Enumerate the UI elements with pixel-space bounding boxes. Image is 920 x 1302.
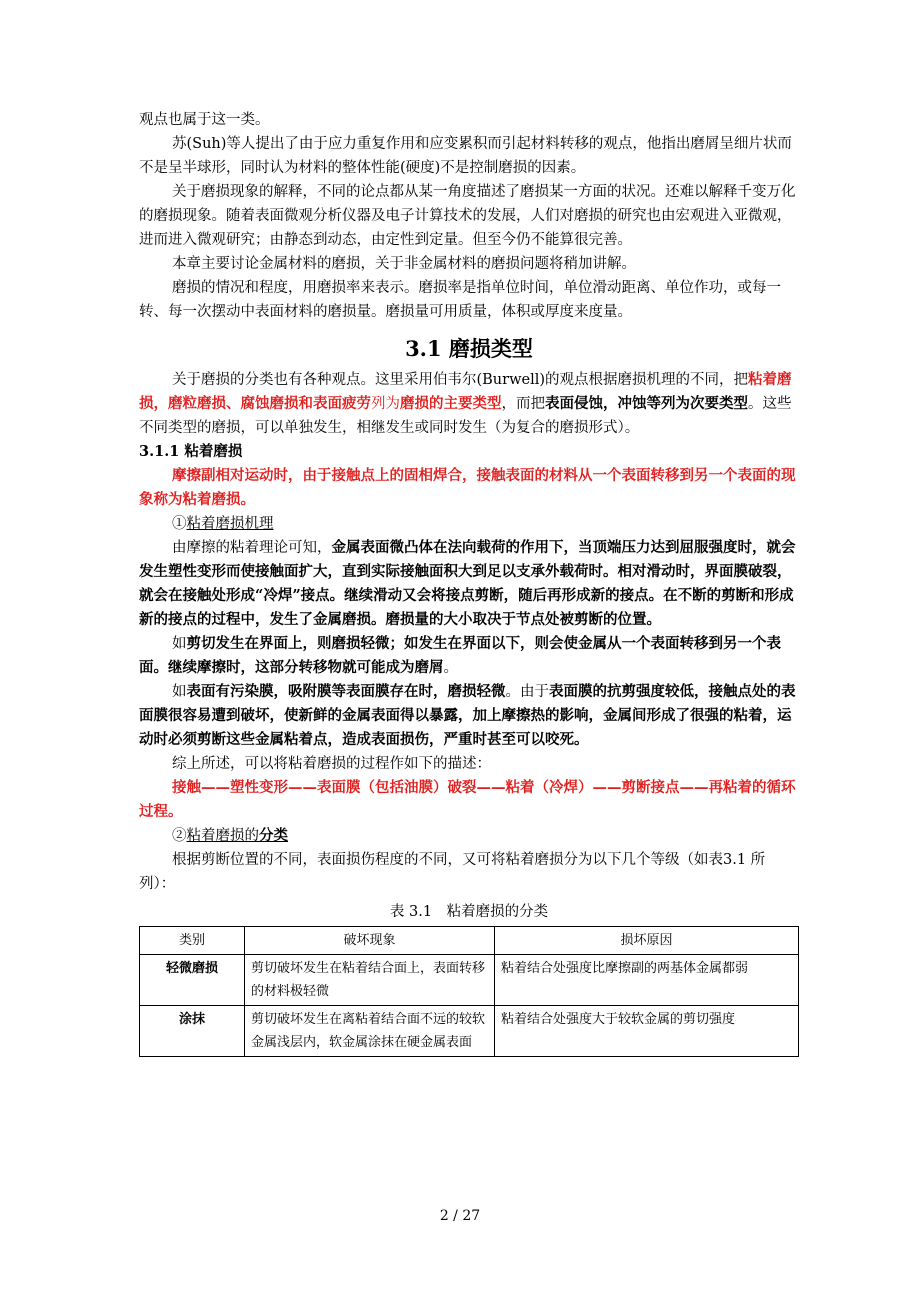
- paragraph: 关于磨损现象的解释，不同的论点都从某一角度描述了磨损某一方面的状况。还难以解释千变万化的磨损现象。随着表面微观分析仪器及电子计算技术的发展，人们对磨损的研究也由宏观进入亚微观，进而进入微观研究；由静态到动态，由定性到定量。但至今仍不能算很完善。: [139, 184, 796, 248]
- classification-heading: [139, 824, 799, 848]
- paragraph: [139, 680, 799, 752]
- section-heading: 3.1 磨损类型: [405, 336, 533, 361]
- paragraph: 综上所述，可以将粘着磨损的过程作如下的描述：: [172, 756, 491, 772]
- section-intro: [139, 368, 799, 440]
- bold-text: 表面膜的抗剪强度较低，接触点处的表面膜很容易遭到破坏，使新鲜的金属表面得以暴露，加上摩擦热的影响，金属间形成了很强的粘着，运动时必须剪断这些金属粘着点，造成表面损伤，严重时甚至可以咬死。: [139, 683, 796, 748]
- paragraph: [139, 632, 799, 680]
- table-cell-category: 轻微磨损: [140, 955, 245, 1006]
- mechanism-heading: [139, 512, 799, 536]
- classification-title: 粘着磨损的: [186, 828, 259, 844]
- table-cell: 粘着结合处强度比摩擦副的两基体金属都弱: [495, 955, 799, 1006]
- table-cell: 剪切破坏发生在粘着结合面上，表面转移的材料极轻微: [245, 955, 495, 1006]
- page-number: 2 / 27: [439, 1208, 481, 1224]
- text-run: 。由于: [505, 684, 549, 700]
- column-header: 损坏原因: [495, 927, 799, 955]
- circled-number: ①: [172, 516, 187, 532]
- mechanism-title: 粘着磨损机理: [186, 516, 274, 532]
- bold-text: 金属表面微凸体在法向载荷的作用下，当顶端压力达到屈服强度时，就会发生塑性变形而使接触面扩大，直到实际接触面积大到足以支承外载荷时。相对滑动时，界面膜破裂，就会在接触处形成“冷焊”接点。继续滑动又会将接点剪断，随后再形成新的接点。在不断的剪断和形成新的接点的过程中，发生了金属磨损。磨损量的大小取决于节点处被剪断的位置。: [139, 539, 796, 628]
- table-caption: 表 3.1 粘着磨损的分类: [389, 904, 549, 920]
- table-cell-category: 涂抹: [140, 1006, 245, 1057]
- bold-text: 剪切发生在界面上，则磨损轻微；如发生在界面以下，则会使金属从一个表面转移到另一个表面。继续摩擦时，这部分转移物就可能成为磨屑: [139, 635, 781, 676]
- circled-number: ②: [172, 828, 187, 844]
- text-run: 。: [443, 660, 458, 676]
- classification-table: [139, 926, 799, 1057]
- paragraph: 观点也属于这一类。: [139, 112, 270, 128]
- process-description: 接触——塑性变形——表面膜（包括油膜）破裂——粘着（冷焊）——剪断接点——再粘着的循环过程。: [139, 779, 796, 820]
- definition-paragraph: 摩擦副相对运动时，由于接触点上的固相焊合，接触表面的材料从一个表面转移到另一个表面的现象称为粘着磨损。: [139, 467, 796, 508]
- table-cell: 剪切破坏发生在离粘着结合面不远的较软金属浅层内，软金属涂抹在硬金属表面: [245, 1006, 495, 1057]
- paragraph: 苏(Suh)等人提出了由于应力重复作用和应变累积而引起材料转移的观点，他指出磨屑呈细片状而不是呈半球形，同时认为材料的整体性能(硬度)不是控制磨损的因素。: [139, 136, 792, 176]
- text-run: 如: [172, 684, 187, 700]
- classification-title-bold: 分类: [259, 827, 288, 844]
- table-row: [140, 1006, 799, 1057]
- text-run: 如: [172, 636, 187, 652]
- column-header: 破坏现象: [245, 927, 495, 955]
- intro-text-red: 列为: [371, 396, 400, 412]
- paragraph: 根据剪断位置的不同，表面损伤程度的不同，又可将粘着磨损分为以下几个等级（如表3.1 所列）：: [139, 852, 766, 892]
- intro-text: 。这些不同类型的磨损，可以单独发生，相继发生或同时发生（为复合的磨损形式）。: [139, 396, 792, 436]
- minor-types-highlight: 表面侵蚀，冲蚀等列为次要类型: [545, 395, 748, 412]
- table-cell: 粘着结合处强度大于较软金属的剪切强度: [495, 1006, 799, 1057]
- main-types-label: 磨损的主要类型: [400, 395, 502, 412]
- table-header-row: [140, 927, 799, 955]
- paragraph: 本章主要讨论金属材料的磨损，关于非金属材料的磨损问题将稍加讲解。: [172, 256, 636, 272]
- intro-text: ，而把: [501, 396, 545, 412]
- column-header: 类别: [140, 927, 245, 955]
- paragraph: [139, 536, 799, 632]
- main-types-highlight: 粘着磨损，磨粒磨损、腐蚀磨损和表面疲劳: [139, 371, 792, 412]
- bold-text: 表面有污染膜，吸附膜等表面膜存在时，磨损轻微: [186, 683, 506, 700]
- page-content: [139, 108, 799, 1057]
- subsection-heading: 3.1.1 粘着磨损: [139, 443, 243, 460]
- table-row: [140, 955, 799, 1006]
- text-run: 由摩擦的粘着理论可知，: [172, 540, 332, 556]
- intro-text: 关于磨损的分类也有各种观点。这里采用伯韦尔(Burwell)的观点根据磨损机理的不同，把: [172, 372, 749, 388]
- paragraph: 磨损的情况和程度，用磨损率来表示。磨损率是指单位时间，单位滑动距离、单位作功，或每一转、每一次摆动中表面材料的磨损量。磨损量可用质量，体积或厚度来度量。: [139, 280, 781, 320]
